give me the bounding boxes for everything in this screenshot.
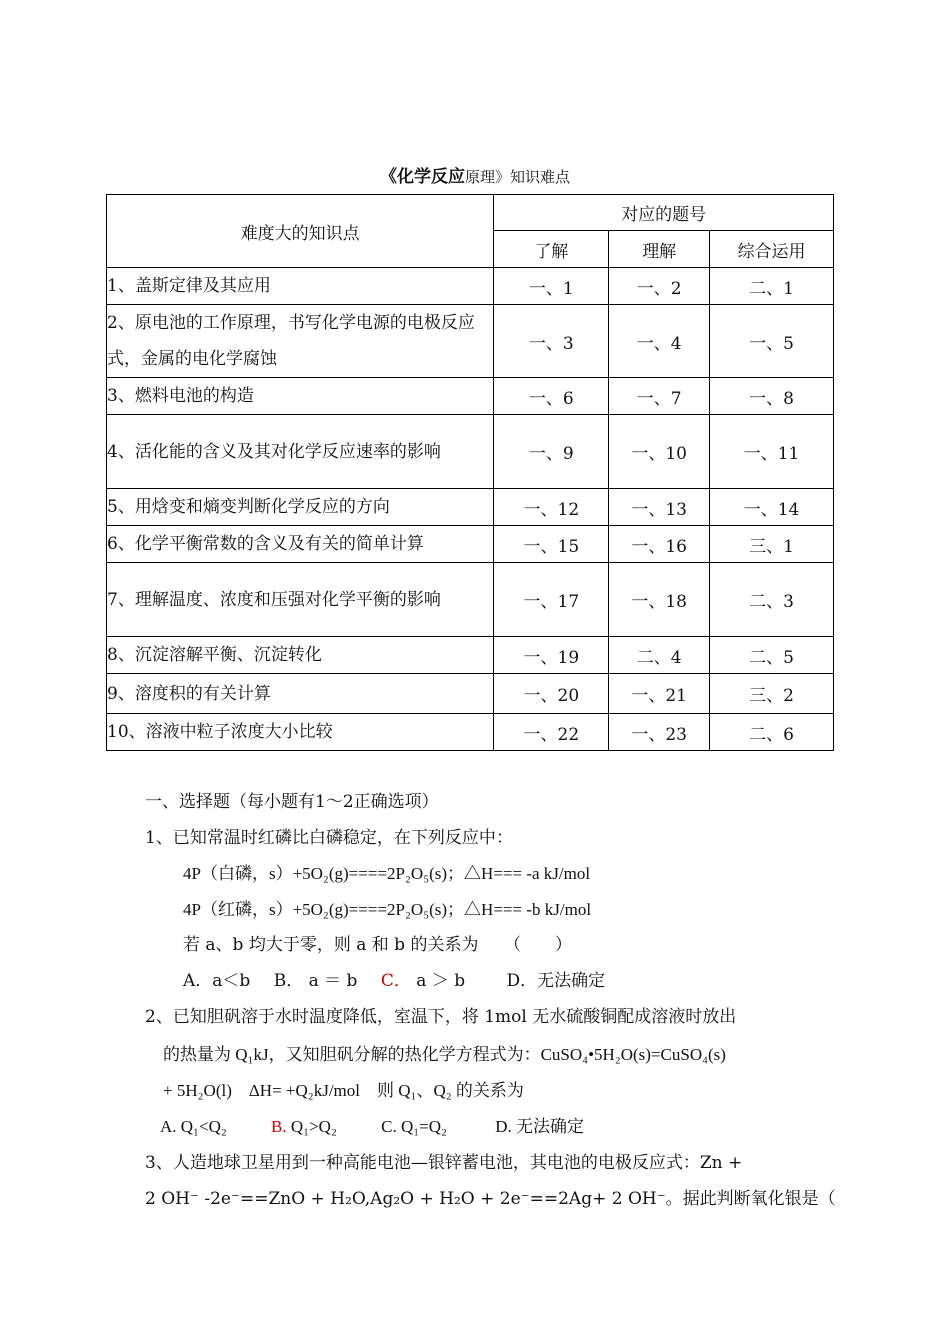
knowledge-table [106,194,834,751]
row-topic: 8、沉淀溶解平衡、沉淀转化 [107,637,494,674]
row-cell: 一、18 [609,563,710,637]
row-topic: 4、活化能的含义及其对化学反应速率的影响 [107,415,494,489]
header-comprehend: 理解 [609,231,710,268]
q1-equation-1: 4P（白磷，s）+5O₂(g)====2P₂O₅(s)；△H=== -a kJ/mol [183,864,591,883]
q1-equation-2: 4P（红磷，s）+5O₂(g)====2P₂O₅(s)；△H=== -b kJ/mol [183,900,592,919]
row-cell: 一、13 [609,489,710,526]
row-cell: 一、20 [494,674,609,714]
row-topic: 1、盖斯定律及其应用 [107,268,494,305]
q2-options [160,1112,584,1137]
row-cell: 一、16 [609,526,710,563]
row-topic: 10、溶液中粒子浓度大小比较 [107,714,494,751]
row-cell: 一、11 [710,415,834,489]
row-cell: 一、23 [609,714,710,751]
q3-line-1: 3、人造地球卫星用到一种高能电池—银锌蓄电池，其电池的电极反应式：Zn + [145,1153,743,1173]
q1-option-b: B． a ＝ b [273,971,358,991]
row-cell: 一、19 [494,637,609,674]
table-row [107,563,834,637]
q1-option-c: a ＞ b [410,971,466,991]
row-topic: 2、原电池的工作原理，书写化学电源的电极反应式，金属的电化学腐蚀 [107,305,494,378]
row-cell: 一、2 [609,268,710,305]
row-cell: 一、17 [494,563,609,637]
row-topic: 6、化学平衡常数的含义及有关的简单计算 [107,526,494,563]
row-cell: 二、6 [710,714,834,751]
row-cell: 一、6 [494,378,609,415]
q1-stem: 1、已知常温时红磷比白磷稳定，在下列反应中： [145,828,513,848]
table-row [107,415,834,489]
row-topic: 7、理解温度、浓度和压强对化学平衡的影响 [107,563,494,637]
row-cell: 一、22 [494,714,609,751]
q1-option-d: D．无法确定 [506,971,606,991]
q2-option-a: A. Q₁<Q₂ [160,1117,227,1136]
q1-option-c-label: C． [380,971,411,991]
table-row [107,305,834,378]
q1-question: 若 a、b 均大于零，则 a 和 b 的关系为 （ ） [183,935,572,955]
row-cell: 三、2 [710,674,834,714]
header-apply: 综合运用 [710,231,834,268]
table-row [107,378,834,415]
row-cell: 一、9 [494,415,609,489]
row-cell: 一、3 [494,305,609,378]
q2-option-b-label: B. [271,1117,287,1136]
header-question-numbers: 对应的题号 [494,195,834,231]
q2-line-1: 2、已知胆矾溶于水时温度降低，室温下，将 1mol 无水硫酸铜配成溶液时放出 [145,1007,737,1027]
row-cell: 二、3 [710,563,834,637]
q2-option-d: D. 无法确定 [495,1117,584,1136]
row-cell: 一、15 [494,526,609,563]
q1-options [183,966,605,991]
row-cell: 二、4 [609,637,710,674]
row-topic: 3、燃料电池的构造 [107,378,494,415]
q3-line-2: 2 OH⁻ -2e⁻==ZnO + H₂O,Ag₂O + H₂O + 2e⁻==2Ag+ 2 OH⁻。据此判断氧化银是（ [145,1189,836,1209]
row-topic: 9、溶度积的有关计算 [107,674,494,714]
header-understand: 了解 [494,231,609,268]
table-row [107,268,834,305]
row-cell: 一、12 [494,489,609,526]
header-topic: 难度大的知识点 [107,195,494,268]
table-row [107,637,834,674]
row-cell: 一、21 [609,674,710,714]
row-cell: 一、10 [609,415,710,489]
q2-option-c: C. Q₁=Q₂ [381,1117,447,1136]
q2-line-3: + 5H₂O(l) ΔH= +Q₂kJ/mol 则 Q₁、Q₂ 的关系为 [163,1081,524,1100]
q2-line-2: 的热量为 Q₁kJ，又知胆矾分解的热化学方程式为：CuSO₄•5H₂O(s)=CuSO₄(s) [163,1045,726,1064]
q1-option-a: A．a＜b [183,971,251,991]
row-cell: 二、1 [710,268,834,305]
row-cell: 一、1 [494,268,609,305]
section-heading: 一、选择题（每小题有1～2正确选项） [145,792,439,812]
row-cell: 一、7 [609,378,710,415]
title-rest: 原理》知识难点 [464,168,570,186]
row-topic: 5、用焓变和熵变判断化学反应的方向 [107,489,494,526]
row-cell: 一、14 [710,489,834,526]
row-cell: 一、4 [609,305,710,378]
row-cell: 二、5 [710,637,834,674]
table-row [107,526,834,563]
row-cell: 一、8 [710,378,834,415]
table-row [107,489,834,526]
table-row [107,714,834,751]
row-cell: 一、5 [710,305,834,378]
row-cell: 三、1 [710,526,834,563]
document-title [0,162,950,187]
title-bold: 《化学反应 [379,167,465,187]
q2-option-b: Q₁>Q₂ [286,1117,337,1136]
table-row [107,674,834,714]
